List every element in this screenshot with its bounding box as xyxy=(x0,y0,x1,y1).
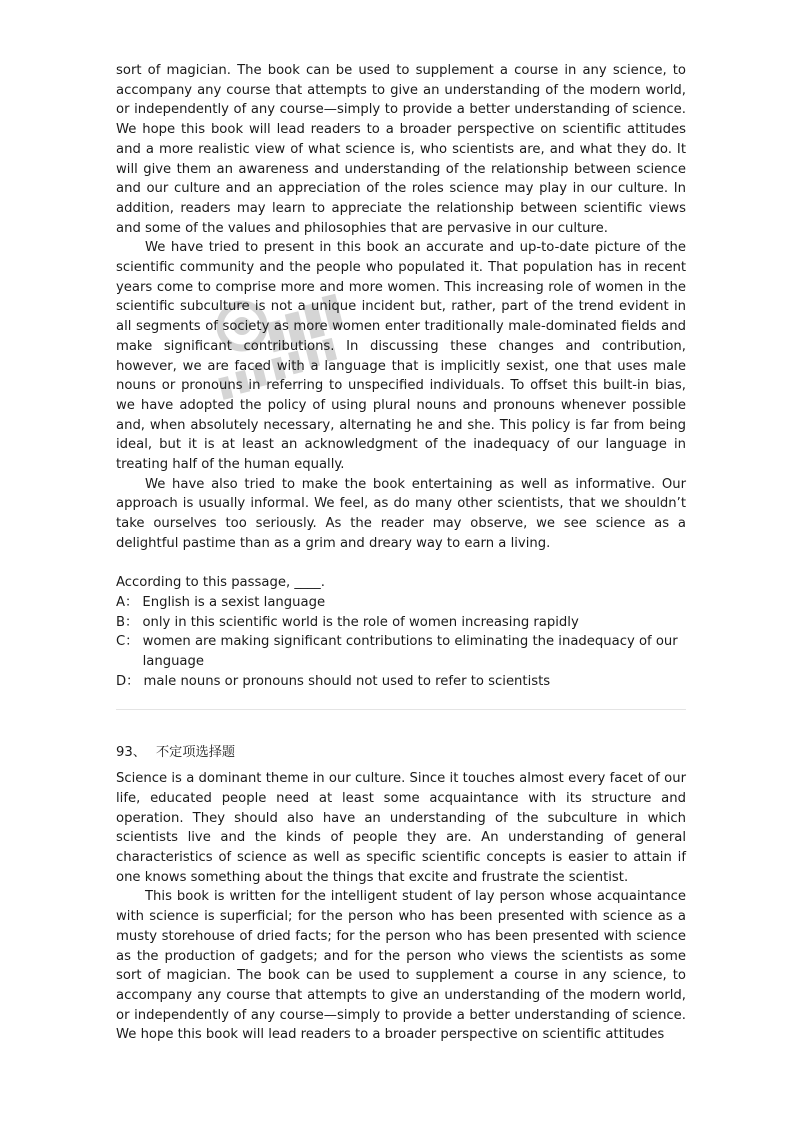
passage2-paragraph-1: Science is a dominant theme in our culture. Since it touches almost every facet of our life, educated people need at least some acquaintance with its structure and operation. They should also have an understanding of the subculture in which scientists live and the kinds of people they are. An understanding of general characteristics of science as well as specific scientific concepts is easier to attain if one knows something about the things that excite and frustrate the scientist. xyxy=(116,771,686,885)
option-d-letter: D： xyxy=(116,673,144,689)
option-d[interactable] xyxy=(116,672,686,692)
option-b-text: only in this scientific world is the role of women increasing rapidly xyxy=(142,614,579,630)
option-b[interactable] xyxy=(116,613,686,633)
question-type: 不定项选择题 xyxy=(155,745,236,761)
option-a-letter: A： xyxy=(116,594,143,610)
passage2-paragraph-2: This book is written for the intelligent student of lay person whose acquaintance with science is superficial; for the person who has been presented with science as a musty storehouse of dried facts; for the person who has been presented with science as the production of gadgets; and for the person who views the scientists as some sort of magician. The book can be used to supplement a course in any science, to accompany any course that attempts to give an understanding of the modern world, or independently of any course—simply to provide a better understanding of science. We hope this book will lead readers to a broader perspective on scientific attitudes xyxy=(116,889,686,1043)
option-c-letter: C： xyxy=(116,634,143,650)
option-b-letter: B： xyxy=(116,614,143,630)
option-c-text: women are making significant contributions to eliminating the inadequacy of our language xyxy=(142,634,678,670)
option-d-text: male nouns or pronouns should not used to refer to scientists xyxy=(143,673,551,689)
section-divider xyxy=(116,709,686,710)
passage-paragraph-1: sort of magician. The book can be used to supplement a course in any science, to accompany any course that attempts to give an understanding of the modern world, or independently of any course—simply to provide a better understanding of science. We hope this book will lead readers to a broader perspective on scientific attitudes and a more realistic view of what science is, who scientists are, and what they do. It will give them an awareness and understanding of the relationship between science and our culture and an appreciation of the roles science may play in our culture. In addition, readers may learn to appreciate the relationship between scientific views and some of the values and philosophies that are pervasive in our culture. xyxy=(116,63,686,236)
option-c[interactable] xyxy=(116,632,686,671)
document-page xyxy=(116,61,686,1045)
passage-paragraph-3: We have also tried to make the book entertaining as well as informative. Our approach is usually informal. We feel, as do many other scientists, that we shouldn’t take ourselves too seriously. As the reader may observe, we see science as a delightful pastime than as a grim and dreary way to earn a living. xyxy=(116,476,686,551)
passage-paragraph-2: We have tried to present in this book an accurate and up-to-date picture of the scientific community and the people who populated it. That population has in recent years come to comprise more and more women. This increasing role of women in the scientific subculture is not a unique incident but, rather, part of the trend evident in all segments of society as more women enter traditionally male-dominated fields and make significant contributions. In discussing these changes and contribution, however, we are faced with a language that is implicitly sexist, one that uses male nouns or pronouns in referring to unspecified individuals. To offset this built-in bias, we have adopted the policy of using plural nouns and pronouns whenever possible and, when absolutely necessary, alternating he and she. This policy is far from being ideal, but it is at least an acknowledgment of the inadequacy of our language in treating half of the human equally. xyxy=(116,240,686,473)
question-number: 93、 xyxy=(116,745,146,761)
question-stem: According to this passage, ____. xyxy=(116,575,325,591)
option-a-text: English is a sexist language xyxy=(142,594,326,610)
option-a[interactable] xyxy=(116,593,686,613)
question-header xyxy=(116,743,686,763)
